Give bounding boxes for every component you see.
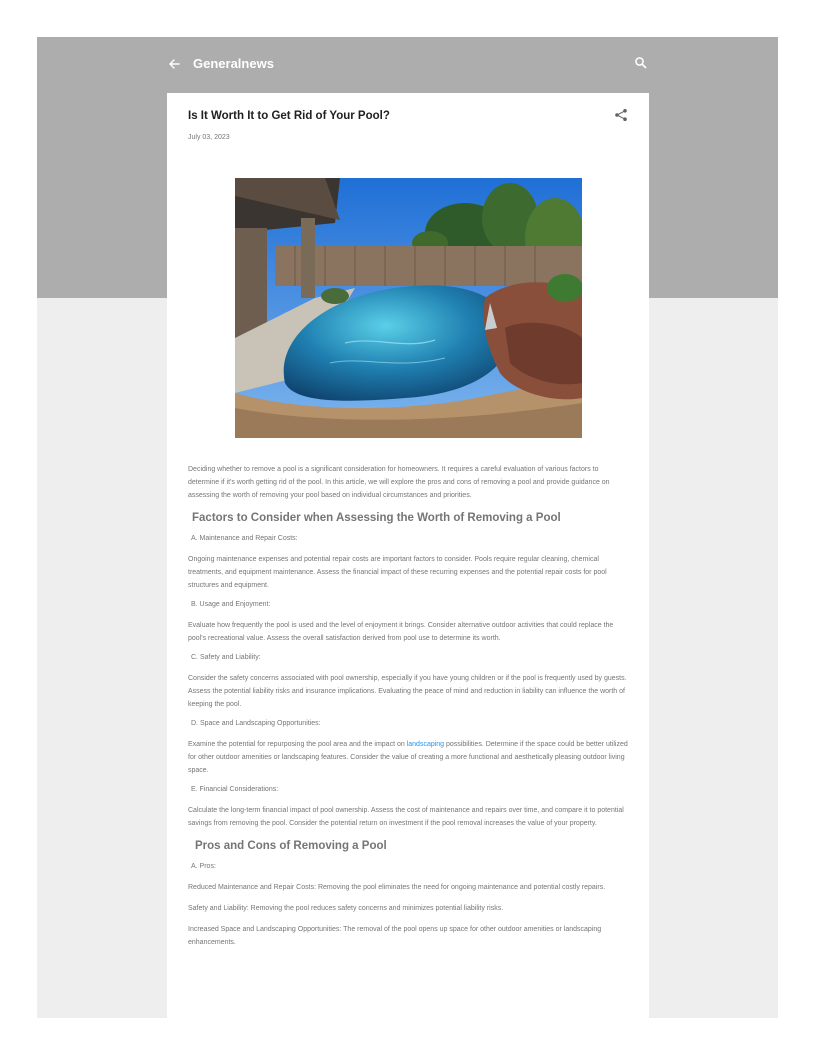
search-icon: [633, 55, 649, 71]
search-button[interactable]: [633, 55, 651, 73]
pro-item-1: Reduced Maintenance and Repair Costs: Removing the pool eliminates the need for ongoing maintenance and potential costly repairs.: [188, 884, 606, 891]
paragraph-c: Consider the safety concerns associated with pool ownership, especially if you have young children or if the pool is frequently used by guests. Assess the potential liability risks and insurance implications. Evaluating the peace of mind and reduction in liability can influence the worth of keeping the pool.: [188, 675, 627, 708]
subheading-c: C. Safety and Liability:: [191, 654, 261, 661]
post-title: Is It Worth It to Get Rid of Your Pool?: [188, 110, 390, 122]
landscaping-link[interactable]: landscaping: [406, 741, 445, 748]
pro-item-2: Safety and Liability: Removing the pool reduces safety concerns and minimizes potential liability risks.: [188, 905, 504, 912]
article-body: [188, 463, 628, 957]
post-card: [167, 93, 649, 1018]
pro-item-3: Increased Space and Landscaping Opportunities: The removal of the pool opens up space for other outdoor amenities or landscaping enhancements.: [188, 926, 602, 946]
subheading-pros: A. Pros:: [191, 863, 216, 870]
site-title[interactable]: Generalnews: [193, 56, 274, 71]
pool-photo: [235, 178, 582, 438]
paragraph-d: [188, 738, 628, 777]
section-heading-factors: Factors to Consider when Assessing the Worth of Removing a Pool: [192, 512, 561, 524]
back-button[interactable]: [165, 54, 183, 74]
subheading-a: A. Maintenance and Repair Costs:: [191, 535, 298, 542]
arrow-left-icon: [168, 58, 180, 70]
post-date: July 03, 2023: [188, 134, 230, 141]
share-button[interactable]: [614, 108, 628, 122]
subheading-b: B. Usage and Enjoyment:: [191, 601, 271, 608]
section-heading-pros-cons: Pros and Cons of Removing a Pool: [195, 840, 387, 852]
intro-paragraph: Deciding whether to remove a pool is a significant consideration for homeowners. It requires a careful evaluation of various factors to determine if it's worth getting rid of the pool. In this article, we will explore the pros and cons of removing a pool and provide guidance on assessing the worth of removing your pool based on individual circumstances and priorities.: [188, 466, 610, 499]
paragraph-e: Calculate the long-term financial impact of pool ownership. Assess the cost of maintenance and repairs over time, and compare it to potential savings from removing the pool. Consider the potential return on investment if the pool removal increases the value of your property.: [188, 807, 624, 827]
page-frame: [37, 37, 778, 1018]
paragraph-b: Evaluate how frequently the pool is used and the level of enjoyment it brings. Consider alternative outdoor activities that could replace the pool's recreational value. Assess the overall satisfaction derived from pool use to determine its worth.: [188, 622, 614, 642]
subheading-d: D. Space and Landscaping Opportunities:: [191, 720, 321, 727]
paragraph-d-start: Examine the potential for repurposing the pool area and the impact on: [188, 741, 407, 748]
paragraph-a: Ongoing maintenance expenses and potential repair costs are important factors to consider. Pools require regular cleaning, chemical treatments, and equipment maintenance. Assess the financial impact of these recurring expenses and the potential repair costs for pool structures and equipment.: [188, 556, 607, 589]
pool-photo-illustration: [235, 178, 582, 438]
share-icon: [614, 108, 628, 122]
top-bar: [37, 37, 778, 93]
subheading-e: E. Financial Considerations:: [191, 786, 279, 793]
paragraph-d-end: possibilities. Determine if the space could be better utilized for other outdoor amenities or landscaping features. Consider the value of creating a more functional and aesthetically pleasing outdoor living space.: [188, 741, 628, 774]
